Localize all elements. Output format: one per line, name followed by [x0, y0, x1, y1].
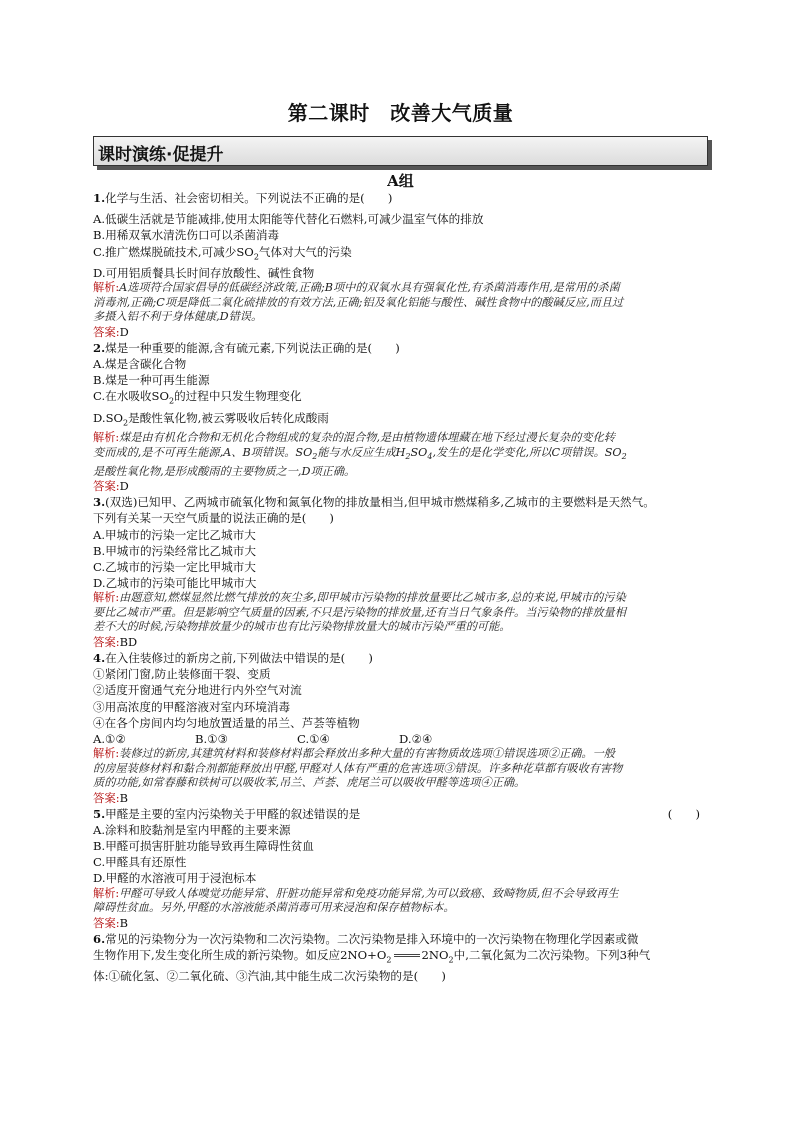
q4-option-c: C.①④ [297, 731, 330, 746]
question-6-stem: 6.常见的污染物分为一次污染物和二次污染物。二次污染物是排入环境中的一次污染物在物理化学因素或微 [93, 931, 639, 946]
q5-option-b: B.甲醛可损害肝脏功能导致再生障碍性贫血 [93, 839, 314, 854]
question-3-stem-cont: 下列有关某一天空气质量的说法正确的是( ) [93, 511, 334, 526]
q2-option-a: A.煤是含碳化合物 [93, 357, 187, 372]
q4-item-3: ③用高浓度的甲醛溶液对室内环境消毒 [93, 699, 291, 714]
q5-option-a: A.涂料和胶黏剂是室内甲醛的主要来源 [93, 822, 291, 837]
q4-answer: 答案:B [93, 790, 128, 805]
page-title: 第二课时 改善大气质量 [287, 101, 514, 125]
banner-text: 课时演练·促提升 [98, 145, 224, 165]
question-4-stem: 4.在入住装修过的新房之前,下列做法中错误的是( ) [93, 650, 373, 665]
q1-option-c: C.推广燃煤脱硫技术,可减少$SO_2$气体对大气的污染 [93, 244, 352, 261]
q5-answer-blank: ( ) [667, 806, 700, 821]
question-6-stem-cont: 生物作用下,发生变化所生成的新污染物。如反应$2NO+O_2$ $2NO_2$中,二氧化氮为二次污染物。下列3种气 [93, 947, 651, 965]
question-5-stem: 5.甲醛是主要的室内污染物关于甲醛的叙述错误的是 ( ) [93, 806, 708, 822]
q1-explanation: 解析:A选项符合国家倡导的低碳经济政策,正确;B项中的双氧水具有强氧化性,有杀菌消毒作用,是常用的杀菌 消毒剂,正确;C项是降低二氧化硫排放的有效方法,正确;铝及氧化铝能与酸性、碱性食物中的酸碱反应,而且过 多摄入铝不利于身体健康,D错误。 [93, 281, 624, 324]
question-1-stem: 1.化学与生活、社会密切相关。下列说法不正确的是( ) [93, 191, 393, 205]
page [93, 100, 708, 985]
q1-option-d: D.可用铝质餐具长时间存放酸性、碱性食物 [93, 266, 315, 281]
question-6-stem-end: 体:①硫化氢、②二氧化硫、③汽油,其中能生成二次污染物的是( ) [93, 969, 446, 984]
q4-options [93, 731, 708, 747]
q5-explanation: 解析:甲醛可导致人体嗅觉功能异常、肝脏功能异常和免疫功能异常,为可以致癌、致畸物质,但不会导致再生 障碍性贫血。另外,甲醛的水溶液能杀菌消毒可用来浸泡和保存植物标本。 [93, 886, 619, 915]
q5-option-c: C.甲醛具有还原性 [93, 855, 187, 870]
q3-option-d: D.乙城市的污染可能比甲城市大 [93, 576, 257, 591]
q4-option-b: B.①③ [195, 731, 228, 746]
q4-item-2: ②适度开窗通气充分地进行内外空气对流 [93, 683, 302, 698]
q5-answer: 答案:B [93, 915, 128, 930]
equation-arrow [394, 954, 420, 957]
q2-answer: 答案:D [93, 479, 129, 494]
q4-option-d: D.②④ [399, 731, 433, 746]
q2-option-b: B.煤是一种可再生能源 [93, 373, 210, 388]
q1-option-b: B.用稀双氧水清洗伤口可以杀菌消毒 [93, 228, 280, 243]
q4-explanation: 解析:装修过的新房,其建筑材料和装修材料都会释放出多种大量的有害物质故选项①错误选项②正确。一般 的房屋装修材料和黏合剂都能释放出甲醛,甲醛对人体有严重的危害选项③错误。许多种花草都有吸收有害物 质的功能,如常春藤和铁树可以吸收苯,吊兰、芦荟、虎尾兰可以吸收甲醛等选项④正确。 [93, 747, 623, 790]
q4-item-4: ④在各个房间内均匀地放置适量的吊兰、芦荟等植物 [93, 715, 360, 730]
q3-option-b: B.甲城市的污染经常比乙城市大 [93, 543, 256, 558]
q2-option-d: $D.SO_2$是酸性氧化物,被云雾吸收后转化成酸雨 [93, 410, 329, 428]
q4-option-a: A.①② [93, 731, 126, 746]
q3-option-c: C.乙城市的污染一定比甲城市大 [93, 560, 256, 575]
q4-item-1: ①紧闭门窗,防止装修面干裂、变质 [93, 667, 271, 682]
section-banner [93, 136, 708, 166]
question-3-stem: 3.(双选)已知甲、乙两城市硫氧化物和氮氧化物的排放量相当,但甲城市燃煤稍多,乙城市的主要燃料是天然气。 [93, 495, 655, 510]
q3-option-a: A.甲城市的污染一定比乙城市大 [93, 527, 256, 542]
q3-explanation: 解析:由题意知,燃煤显然比燃气排放的灰尘多,即甲城市污染物的排放量要比乙城市多,总的来说,甲城市的污染 要比乙城市严重。但是影响空气质量的因素,不只是污染物的排放量,还有当日气象条件。当污染物的排放量相 差不大的时候,污染物排放量少的城市也有比污染物排放量大的城市污染严重的可能。 [93, 591, 626, 634]
group-heading: A组 [387, 172, 414, 190]
question-2-stem: 2.煤是一种重要的能源,含有硫元素,下列说法正确的是( ) [93, 340, 400, 355]
q2-explanation: 解析:煤是由有机化合物和无机化合物组成的复杂的混合物,是由植物遗体埋藏在地下经过漫长复杂的变化转 变而成的,是不可再生能源,A、B项错误。$SO_2$能与水反应生成$H_2SO_4$,发生的是化学变化,所以C项错误。$SO_2$ 是酸性氧化物,是形成酸雨的主要物质之一,D项正确。 [93, 431, 627, 478]
q3-answer: 答案:BD [93, 634, 138, 649]
q2-option-c: C.在水吸收$SO_2$的过程中只发生物理变化 [93, 389, 302, 406]
q1-option-a: A.低碳生活就是节能减排,使用太阳能等代替化石燃料,可减少温室气体的排放 [93, 212, 484, 227]
q1-answer: 答案:D [93, 324, 129, 339]
q5-option-d: D.甲醛的水溶液可用于浸泡标本 [93, 871, 257, 886]
